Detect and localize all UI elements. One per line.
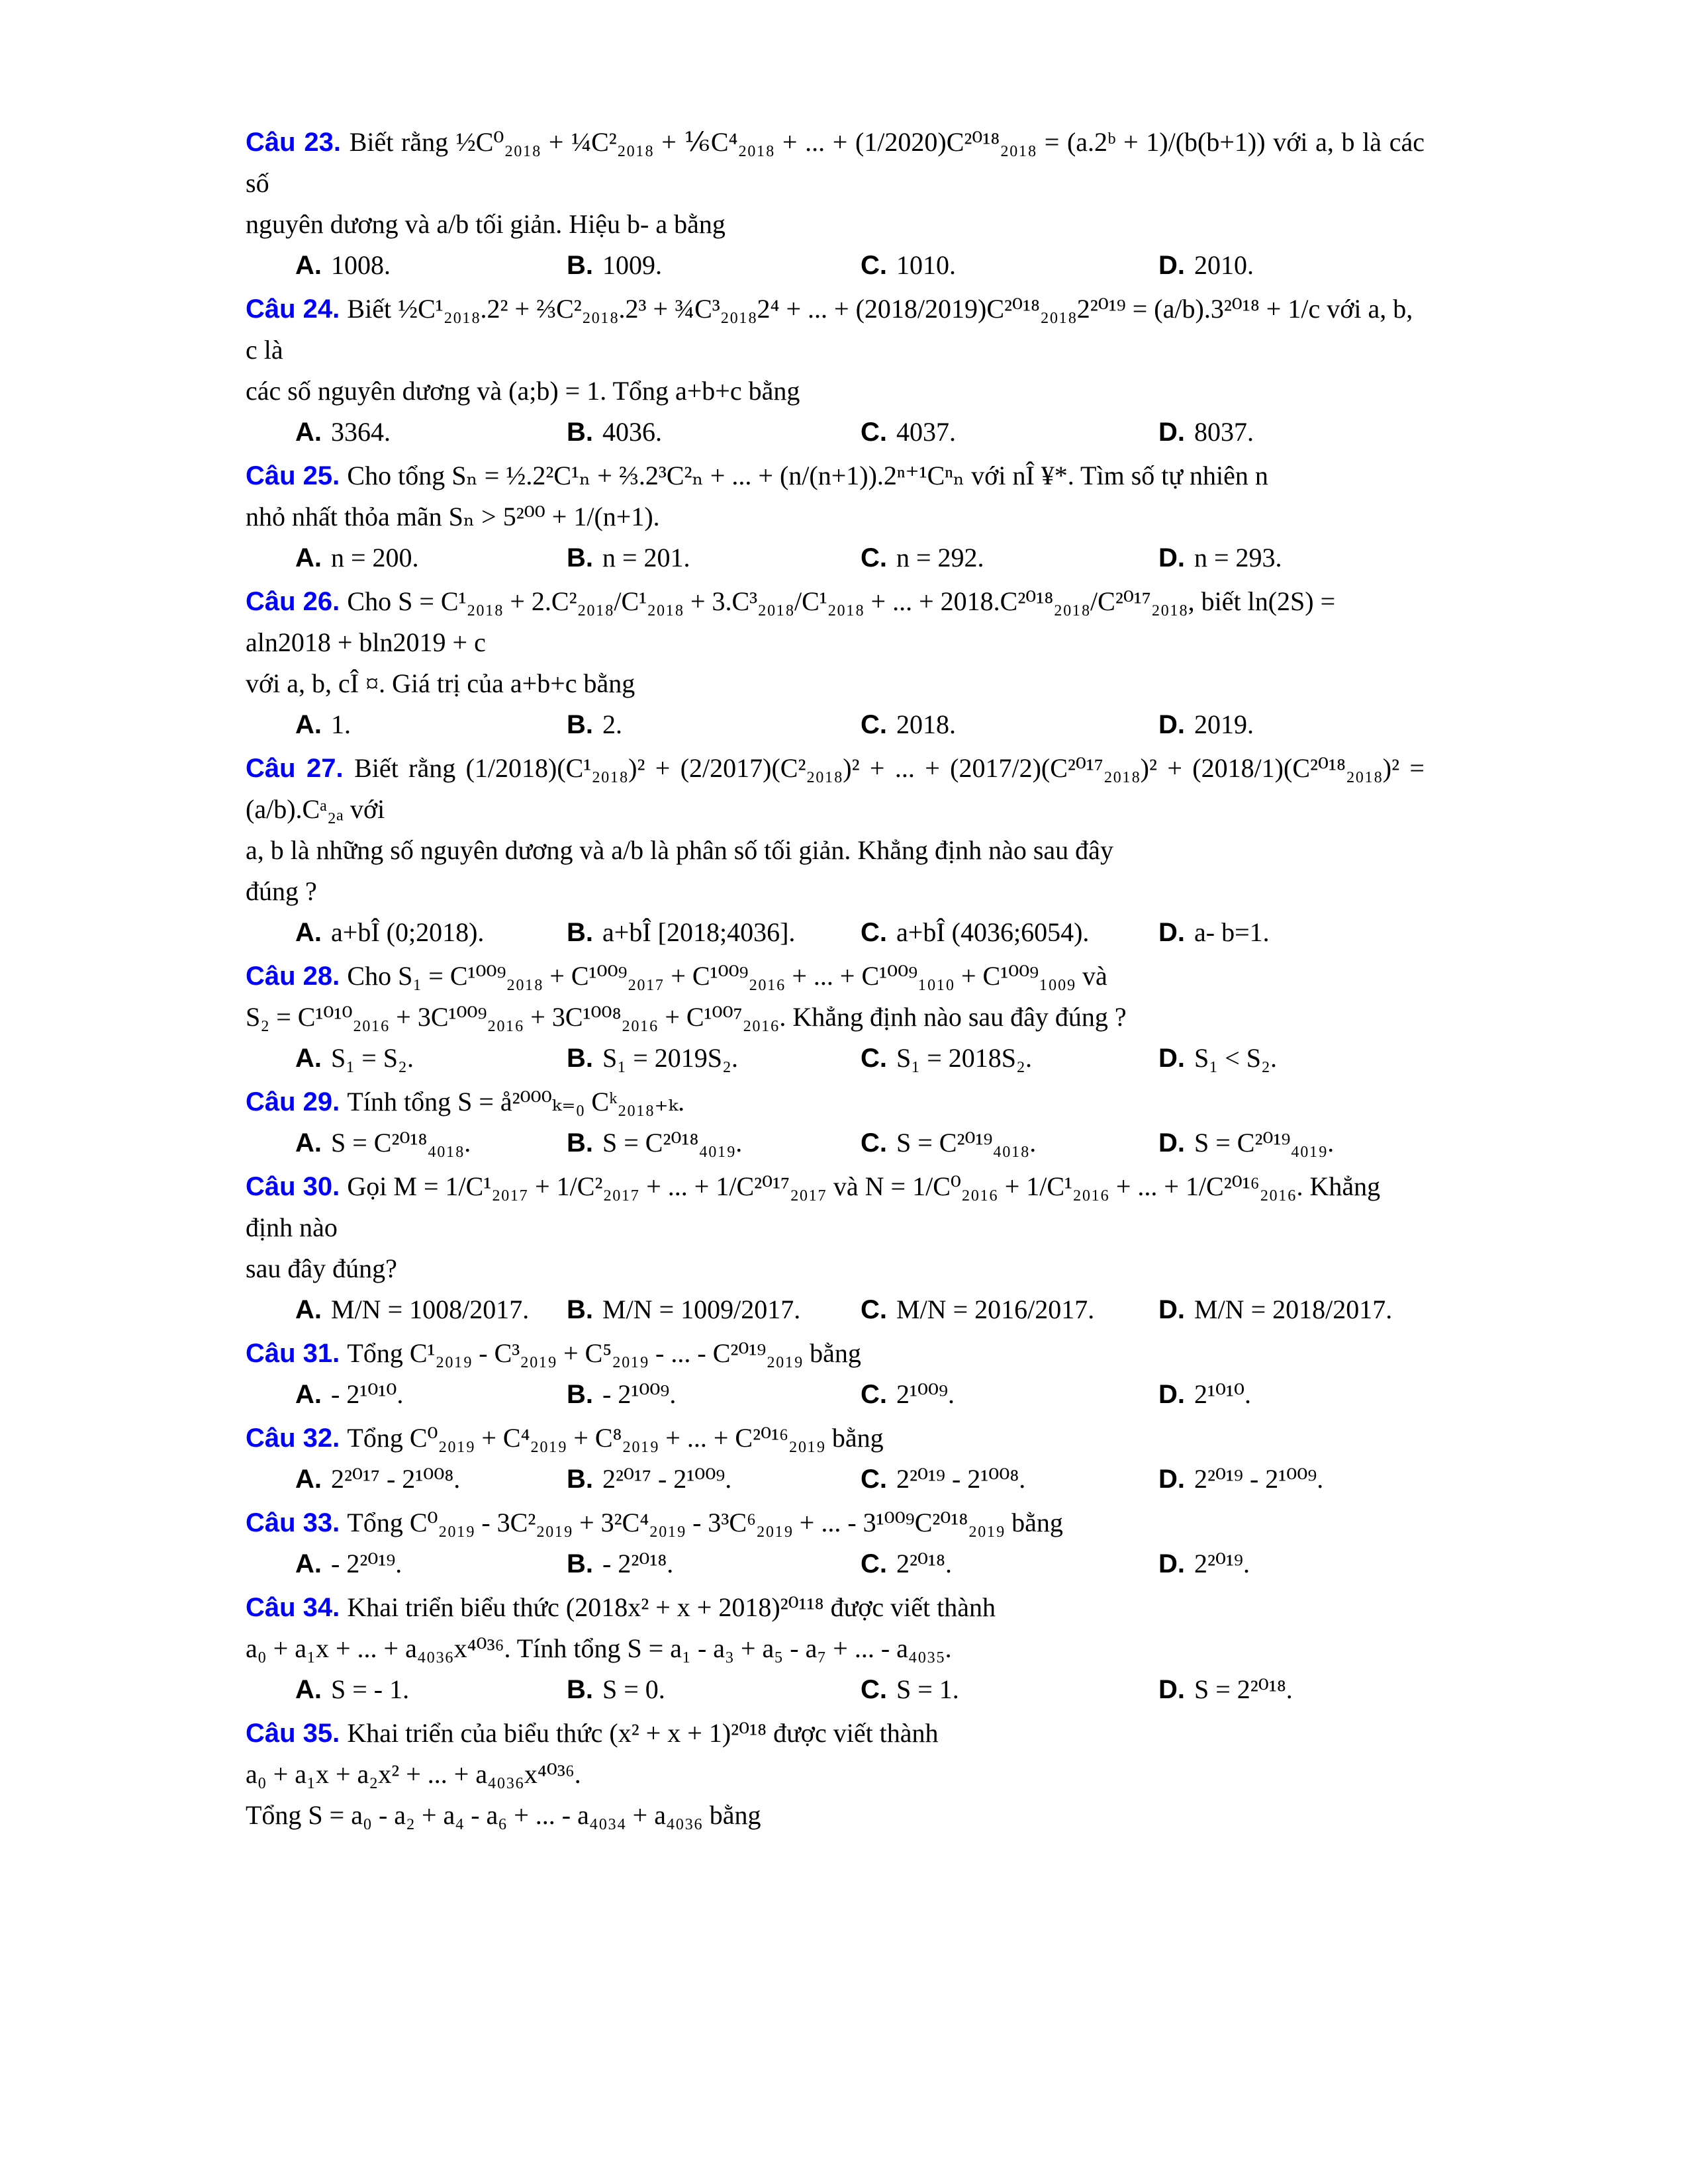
- answer-text: S = 0.: [602, 1674, 665, 1704]
- answer-letter: B.: [567, 1675, 593, 1704]
- question-text: Biết rằng ½C⁰₂₀₁₈ + ¼C²₂₀₁₈ + ⅙C⁴₂₀₁₈ + ... + (1/2020)C²⁰¹⁸₂₀₁₈ = (a.2ᵇ + 1)/(b(b+1)) với a, b là các số: [246, 127, 1425, 198]
- answer-text: 1010.: [896, 250, 956, 280]
- answer-letter: C.: [861, 543, 887, 572]
- answer-letter: B.: [567, 1549, 593, 1578]
- question-text: nguyên dương và a/b tối giản. Hiệu b- a bằng: [246, 209, 726, 239]
- question-text: Biết rằng (1/2018)(C¹₂₀₁₈)² + (2/2017)(C²₂₀₁₈)² + ... + (2017/2)(C²⁰¹⁷₂₀₁₈)² + (2018/1)(C²⁰¹⁸₂₀₁₈)² = (a/b).Cᵃ₂ₐ với: [246, 753, 1425, 824]
- question-text: Gọi M = 1/C¹₂₀₁₇ + 1/C²₂₀₁₇ + ... + 1/C²⁰¹⁷₂₀₁₇ và N = 1/C⁰₂₀₁₆ + 1/C¹₂₀₁₆ + ... + 1/C²⁰¹⁶₂₀₁₆. Khẳng định nào: [246, 1171, 1381, 1242]
- answer-text: n = 200.: [331, 543, 419, 572]
- question-stem: [246, 1166, 1425, 1248]
- answer-text: 2.: [602, 709, 622, 739]
- answer-letter: B.: [567, 1465, 593, 1494]
- question-block: [246, 1333, 1425, 1415]
- answer-text: 2²⁰¹⁸.: [896, 1549, 952, 1578]
- answer-text: S₁ = 2019S₂.: [602, 1043, 738, 1073]
- answer-text: S = C²⁰¹⁹₄₀₁₉.: [1194, 1128, 1335, 1158]
- question-block: [246, 748, 1425, 953]
- answer-letter: B.: [567, 1128, 593, 1158]
- question-stem: [246, 956, 1425, 997]
- answer-letter: C.: [861, 1044, 887, 1073]
- question-number: Câu 33.: [246, 1508, 340, 1537]
- answer-letter: C.: [861, 918, 887, 947]
- answer-option: [567, 1122, 861, 1163]
- question-stem-continuation: [246, 496, 1425, 537]
- answer-text: 1.: [331, 709, 351, 739]
- question-stem: [246, 581, 1425, 663]
- question-text: Tổng S = a₀ - a₂ + a₄ - a₆ + ... - a₄₀₃₄ + a₄₀₃₆ bằng: [246, 1800, 761, 1830]
- question-stem-continuation: [246, 1248, 1425, 1289]
- question-text: Cho S = C¹₂₀₁₈ + 2.C²₂₀₁₈/C¹₂₀₁₈ + 3.C³₂₀₁₈/C¹₂₀₁₈ + ... + 2018.C²⁰¹⁸₂₀₁₈/C²⁰¹⁷₂₀₁₈, biết ln(2S) = aln2018 + bln2019 + c: [246, 586, 1336, 657]
- answer-letter: D.: [1158, 418, 1185, 447]
- question-text: sau đây đúng?: [246, 1253, 397, 1283]
- answer-text: 3364.: [331, 417, 391, 447]
- answer-letter: B.: [567, 251, 593, 280]
- answer-letter: A.: [295, 918, 322, 947]
- answer-letter: D.: [1158, 1465, 1185, 1494]
- answer-text: 4036.: [602, 417, 662, 447]
- answer-option: [295, 412, 567, 453]
- answer-option: [1158, 704, 1474, 745]
- answer-option: [861, 1038, 1158, 1079]
- answer-option: [567, 704, 861, 745]
- answer-option: [295, 537, 567, 578]
- answer-text: a+bÎ [2018;4036].: [602, 917, 796, 947]
- question-text: Khai triển của biểu thức (x² + x + 1)²⁰¹⁸ được viết thành: [347, 1718, 939, 1748]
- answer-option: [1158, 1289, 1474, 1330]
- answer-text: M/N = 2018/2017.: [1194, 1295, 1393, 1324]
- document-page: [246, 122, 1425, 1839]
- question-stem-continuation: [246, 1628, 1425, 1669]
- answer-text: n = 201.: [602, 543, 690, 572]
- answer-letter: A.: [295, 710, 322, 739]
- answer-letter: B.: [567, 918, 593, 947]
- answer-option: [567, 1669, 861, 1710]
- question-stem: [246, 1587, 1425, 1628]
- answer-option: [861, 704, 1158, 745]
- answer-letter: A.: [295, 1128, 322, 1158]
- question-block: [246, 455, 1425, 578]
- answer-text: - 2²⁰¹⁹.: [331, 1549, 402, 1578]
- answer-option: [295, 245, 567, 286]
- answer-text: 8037.: [1194, 417, 1254, 447]
- answer-letter: C.: [861, 710, 887, 739]
- answer-letter: A.: [295, 251, 322, 280]
- answer-letter: D.: [1158, 918, 1185, 947]
- answer-letter: C.: [861, 1549, 887, 1578]
- question-text: các số nguyên dương và (a;b) = 1. Tổng a+b+c bằng: [246, 376, 800, 406]
- answer-text: M/N = 1009/2017.: [602, 1295, 801, 1324]
- question-stem: [246, 455, 1425, 496]
- answer-option: [295, 1669, 567, 1710]
- question-number: Câu 32.: [246, 1424, 340, 1453]
- answer-option: [1158, 1669, 1474, 1710]
- answer-option: [295, 1038, 567, 1079]
- answer-row: [246, 1289, 1425, 1330]
- answer-option: [295, 1543, 567, 1584]
- answer-letter: D.: [1158, 1675, 1185, 1704]
- answer-letter: C.: [861, 1295, 887, 1324]
- answer-option: [567, 1289, 861, 1330]
- answer-letter: D.: [1158, 543, 1185, 572]
- answer-letter: C.: [861, 1380, 887, 1409]
- answer-letter: A.: [295, 1675, 322, 1704]
- answer-option: [1158, 412, 1474, 453]
- question-stem: [246, 1333, 1425, 1374]
- answer-option: [1158, 912, 1474, 953]
- question-text: Cho S₁ = C¹⁰⁰⁹₂₀₁₈ + C¹⁰⁰⁹₂₀₁₇ + C¹⁰⁰⁹₂₀₁₆ + ... + C¹⁰⁰⁹₁₀₁₀ + C¹⁰⁰⁹₁₀₀₉ và: [347, 961, 1107, 991]
- answer-option: [567, 1543, 861, 1584]
- answer-option: [295, 1374, 567, 1415]
- answer-text: 2²⁰¹⁷ - 2¹⁰⁰⁸.: [331, 1464, 461, 1494]
- question-number: Câu 27.: [246, 754, 344, 783]
- answer-letter: A.: [295, 1380, 322, 1409]
- answer-option: [1158, 537, 1474, 578]
- question-number: Câu 25.: [246, 461, 340, 490]
- question-text: đúng ?: [246, 876, 317, 906]
- answer-letter: A.: [295, 1044, 322, 1073]
- answer-letter: D.: [1158, 710, 1185, 739]
- answer-letter: A.: [295, 1465, 322, 1494]
- question-number: Câu 30.: [246, 1172, 340, 1201]
- answer-text: S = C²⁰¹⁹₄₀₁₈.: [896, 1128, 1037, 1158]
- question-text: với a, b, cÎ ¤. Giá trị của a+b+c bằng: [246, 668, 635, 698]
- question-stem: [246, 748, 1425, 830]
- answer-option: [567, 537, 861, 578]
- answer-text: 2²⁰¹⁹ - 2¹⁰⁰⁸.: [896, 1464, 1026, 1494]
- answer-option: [861, 412, 1158, 453]
- answer-option: [861, 1543, 1158, 1584]
- answer-text: S₁ = S₂.: [331, 1043, 414, 1073]
- answer-option: [1158, 1543, 1474, 1584]
- answer-option: [567, 912, 861, 953]
- question-text: S₂ = C¹⁰¹⁰₂₀₁₆ + 3C¹⁰⁰⁹₂₀₁₆ + 3C¹⁰⁰⁸₂₀₁₆ + C¹⁰⁰⁷₂₀₁₆. Khẳng định nào sau đây đúng ?: [246, 1002, 1127, 1032]
- question-block: [246, 122, 1425, 286]
- answer-row: [246, 412, 1425, 453]
- answer-text: a- b=1.: [1194, 917, 1270, 947]
- answer-option: [861, 1459, 1158, 1500]
- answer-letter: B.: [567, 418, 593, 447]
- answer-option: [861, 245, 1158, 286]
- answer-text: - 2¹⁰¹⁰.: [331, 1379, 404, 1409]
- answer-text: S = C²⁰¹⁸₄₀₁₈.: [331, 1128, 471, 1158]
- answer-option: [567, 412, 861, 453]
- answer-letter: C.: [861, 1465, 887, 1494]
- answer-option: [567, 1038, 861, 1079]
- question-text: Tổng C⁰₂₀₁₉ - 3C²₂₀₁₉ + 3²C⁴₂₀₁₉ - 3³C⁶₂₀₁₉ + ... - 3¹⁰⁰⁹C²⁰¹⁸₂₀₁₉ bằng: [347, 1508, 1063, 1537]
- question-block: [246, 1587, 1425, 1710]
- answer-row: [246, 245, 1425, 286]
- answer-option: [295, 1122, 567, 1163]
- answer-text: S = 2²⁰¹⁸.: [1194, 1674, 1293, 1704]
- answer-letter: C.: [861, 418, 887, 447]
- answer-option: [567, 1374, 861, 1415]
- answer-text: M/N = 2016/2017.: [896, 1295, 1095, 1324]
- answer-text: M/N = 1008/2017.: [331, 1295, 530, 1324]
- answer-option: [1158, 245, 1474, 286]
- answer-text: S = C²⁰¹⁸₄₀₁₉.: [602, 1128, 743, 1158]
- answer-option: [567, 245, 861, 286]
- answer-option: [295, 1459, 567, 1500]
- question-number: Câu 23.: [246, 128, 341, 157]
- answer-option: [861, 1122, 1158, 1163]
- question-stem-continuation: [246, 663, 1425, 704]
- answer-row: [246, 537, 1425, 578]
- answer-row: [246, 704, 1425, 745]
- question-text: Khai triển biểu thức (2018x² + x + 2018)²⁰¹¹⁸ được viết thành: [347, 1592, 996, 1622]
- answer-text: 2²⁰¹⁹.: [1194, 1549, 1250, 1578]
- answer-row: [246, 1374, 1425, 1415]
- answer-letter: D.: [1158, 1549, 1185, 1578]
- question-block: [246, 1713, 1425, 1836]
- answer-row: [246, 1543, 1425, 1584]
- question-number: Câu 29.: [246, 1087, 340, 1116]
- answer-letter: B.: [567, 1380, 593, 1409]
- answer-option: [1158, 1038, 1474, 1079]
- answer-text: S₁ < S₂.: [1194, 1043, 1277, 1073]
- answer-text: 2¹⁰⁰⁹.: [896, 1379, 955, 1409]
- answer-letter: D.: [1158, 251, 1185, 280]
- answer-text: 1009.: [602, 250, 662, 280]
- answer-row: [246, 1669, 1425, 1710]
- question-stem-continuation: [246, 830, 1425, 871]
- question-block: [246, 1502, 1425, 1584]
- answer-option: [295, 704, 567, 745]
- answer-text: 2010.: [1194, 250, 1254, 280]
- question-stem-continuation: [246, 1795, 1425, 1836]
- question-text: a, b là những số nguyên dương và a/b là phân số tối giản. Khẳng định nào sau đây: [246, 835, 1113, 865]
- answer-text: 2018.: [896, 709, 956, 739]
- answer-text: - 2¹⁰⁰⁹.: [602, 1379, 677, 1409]
- question-stem: [246, 1418, 1425, 1459]
- answer-option: [861, 1669, 1158, 1710]
- answer-option: [861, 912, 1158, 953]
- answer-text: - 2²⁰¹⁸.: [602, 1549, 674, 1578]
- question-stem: [246, 1502, 1425, 1543]
- answer-option: [567, 1459, 861, 1500]
- question-stem-continuation: [246, 997, 1425, 1038]
- question-block: [246, 289, 1425, 453]
- question-number: Câu 24.: [246, 295, 340, 324]
- answer-option: [295, 912, 567, 953]
- answer-text: a+bÎ (4036;6054).: [896, 917, 1090, 947]
- answer-letter: D.: [1158, 1128, 1185, 1158]
- answer-row: [246, 1459, 1425, 1500]
- answer-letter: A.: [295, 418, 322, 447]
- answer-text: 4037.: [896, 417, 956, 447]
- answer-text: n = 292.: [896, 543, 984, 572]
- question-stem-continuation: [246, 204, 1425, 245]
- answer-text: n = 293.: [1194, 543, 1282, 572]
- answer-option: [861, 537, 1158, 578]
- answer-text: 2019.: [1194, 709, 1254, 739]
- answer-letter: C.: [861, 251, 887, 280]
- question-number: Câu 26.: [246, 587, 340, 616]
- question-text: a₀ + a₁x + ... + a₄₀₃₆x⁴⁰³⁶. Tính tổng S = a₁ - a₃ + a₅ - a₇ + ... - a₄₀₃₅.: [246, 1633, 952, 1663]
- question-text: nhỏ nhất thỏa mãn Sₙ > 5²⁰⁰ + 1/(n+1).: [246, 502, 660, 531]
- question-text: Cho tổng Sₙ = ½.2²C¹ₙ + ⅔.2³C²ₙ + ... + (n/(n+1)).2ⁿ⁺¹Cⁿₙ với nÎ ¥*. Tìm số tự nhiên n: [347, 461, 1268, 490]
- question-stem: [246, 1081, 1425, 1122]
- question-number: Câu 31.: [246, 1339, 340, 1368]
- question-number: Câu 28.: [246, 962, 340, 991]
- question-block: [246, 581, 1425, 745]
- answer-letter: A.: [295, 543, 322, 572]
- answer-row: [246, 912, 1425, 953]
- answer-letter: D.: [1158, 1044, 1185, 1073]
- answer-letter: C.: [861, 1128, 887, 1158]
- question-stem-continuation: [246, 871, 1425, 912]
- question-text: Tính tổng S = å²⁰⁰⁰ₖ₌₀ Cᵏ₂₀₁₈₊ₖ.: [347, 1087, 685, 1116]
- question-text: Tổng C⁰₂₀₁₉ + C⁴₂₀₁₉ + C⁸₂₀₁₉ + ... + C²⁰¹⁶₂₀₁₉ bằng: [347, 1423, 884, 1453]
- answer-text: S₁ = 2018S₂.: [896, 1043, 1032, 1073]
- answer-text: S = - 1.: [331, 1674, 410, 1704]
- answer-text: 2²⁰¹⁷ - 2¹⁰⁰⁹.: [602, 1464, 732, 1494]
- answer-option: [1158, 1459, 1474, 1500]
- question-number: Câu 34.: [246, 1593, 340, 1622]
- question-block: [246, 1081, 1425, 1163]
- question-text: Biết ½C¹₂₀₁₈.2² + ⅔C²₂₀₁₈.2³ + ¾C³₂₀₁₈2⁴ + ... + (2018/2019)C²⁰¹⁸₂₀₁₈2²⁰¹⁹ = (a/b).3²⁰¹⁸ + 1/c với a, b, c là: [246, 294, 1413, 365]
- answer-letter: B.: [567, 1044, 593, 1073]
- answer-option: [1158, 1122, 1474, 1163]
- answer-option: [861, 1289, 1158, 1330]
- answer-text: 1008.: [331, 250, 391, 280]
- answer-letter: B.: [567, 710, 593, 739]
- answer-text: 2¹⁰¹⁰.: [1194, 1379, 1252, 1409]
- answer-letter: D.: [1158, 1295, 1185, 1324]
- question-stem-continuation: [246, 371, 1425, 412]
- answer-option: [1158, 1374, 1474, 1415]
- question-block: [246, 1166, 1425, 1330]
- answer-row: [246, 1038, 1425, 1079]
- question-stem-continuation: [246, 1754, 1425, 1795]
- answer-letter: A.: [295, 1549, 322, 1578]
- question-text: a₀ + a₁x + a₂x² + ... + a₄₀₃₆x⁴⁰³⁶.: [246, 1759, 581, 1789]
- answer-option: [861, 1374, 1158, 1415]
- answer-text: 2²⁰¹⁹ - 2¹⁰⁰⁹.: [1194, 1464, 1324, 1494]
- answer-letter: D.: [1158, 1380, 1185, 1409]
- question-block: [246, 956, 1425, 1079]
- answer-row: [246, 1122, 1425, 1163]
- question-stem: [246, 122, 1425, 204]
- answer-option: [295, 1289, 567, 1330]
- answer-letter: B.: [567, 543, 593, 572]
- question-number: Câu 35.: [246, 1719, 340, 1748]
- answer-letter: C.: [861, 1675, 887, 1704]
- answer-letter: A.: [295, 1295, 322, 1324]
- question-block: [246, 1418, 1425, 1500]
- question-text: Tổng C¹₂₀₁₉ - C³₂₀₁₉ + C⁵₂₀₁₉ - ... - C²⁰¹⁹₂₀₁₉ bằng: [347, 1338, 861, 1368]
- answer-text: a+bÎ (0;2018).: [331, 917, 485, 947]
- question-stem: [246, 1713, 1425, 1754]
- question-stem: [246, 289, 1425, 371]
- answer-letter: B.: [567, 1295, 593, 1324]
- answer-text: S = 1.: [896, 1674, 959, 1704]
